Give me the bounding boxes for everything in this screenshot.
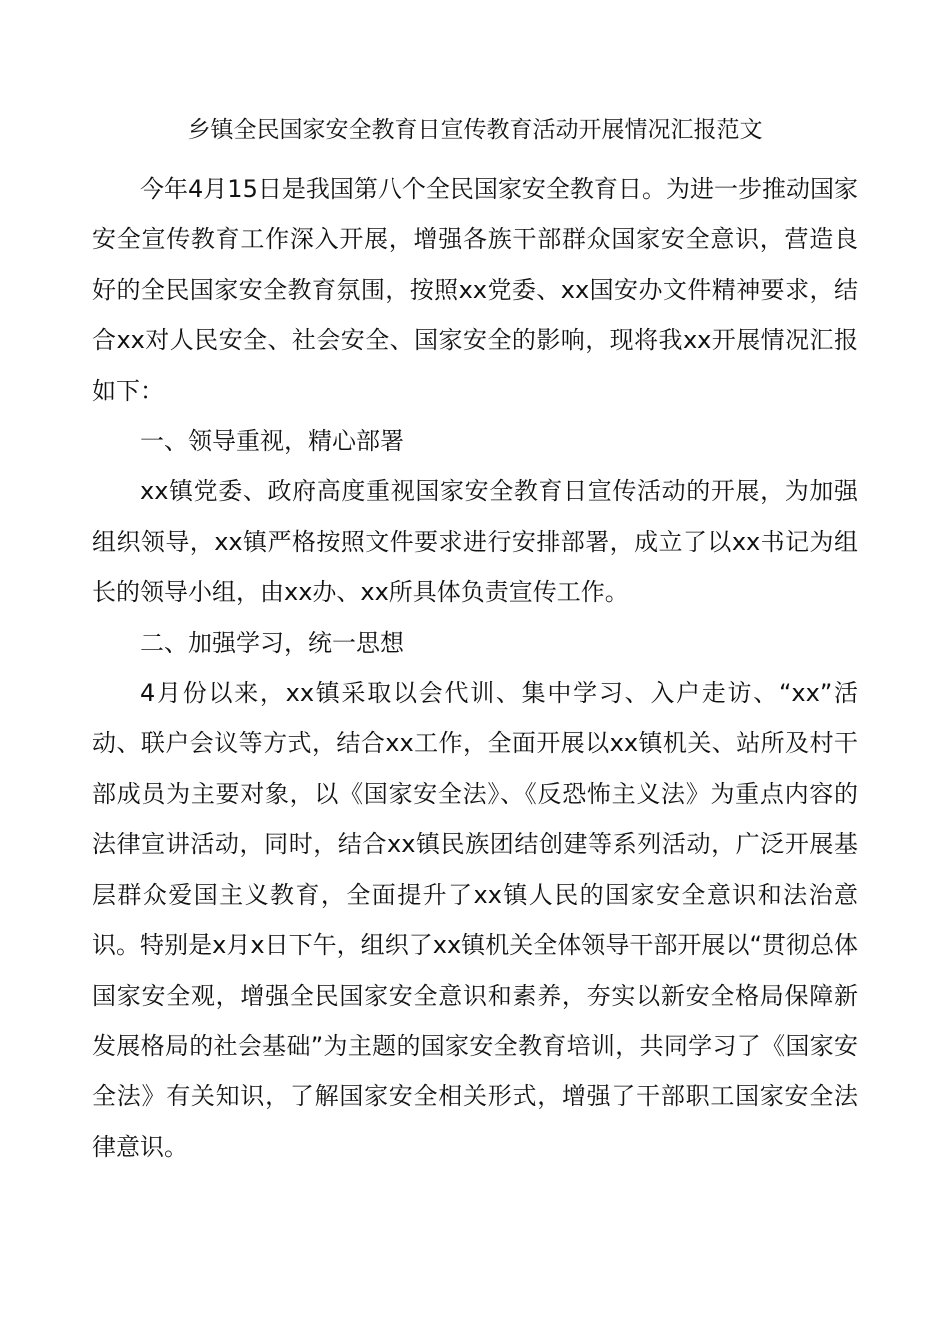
section-heading-1: 一、领导重视，精心部署 — [140, 427, 404, 456]
intro-paragraph: 今年4月15日是我国第八个全民国家安全教育日。为进一步推动国家安全宣传教育工作深入开展，增强各族干部群众国家安全意识，营造良好的全民国家安全教育氛围，按照xx党委、xx国安办文件精神要求，结合xx对人民安全、社会安全、国家安全的影响，现将我xx开展情况汇报如下： — [92, 175, 858, 405]
document-title: 乡镇全民国家安全教育日宣传教育活动开展情况汇报范文 — [187, 117, 763, 143]
section-2-paragraph: 4月份以来，xx镇采取以会代训、集中学习、入户走访、“xx”活动、联户会议等方式，结合xx工作，全面开展以xx镇机关、站所及村干部成员为主要对象，以《国家安全法》、《反恐怖主义法》为重点内容的法律宣讲活动，同时，结合xx镇民族团结创建等系列活动，广泛开展基层群众爱国主义教育，全面提升了xx镇人民的国家安全意识和法治意识。特别是x月x日下午，组织了xx镇机关全体领导干部开展以“贯彻总体国家安全观，增强全民国家安全意识和素养，夯实以新安全格局保障新发展格局的社会基础”为主题的国家安全教育培训，共同学习了《国家安全法》有关知识，了解国家安全相关形式，增强了干部职工国家安全法律意识。 — [92, 679, 858, 1161]
section-1-paragraph: xx镇党委、政府高度重视国家安全教育日宣传活动的开展，为加强组织领导，xx镇严格按照文件要求进行安排部署，成立了以xx书记为组长的领导小组，由xx办、xx所具体负责宣传工作。 — [92, 477, 858, 607]
document-body — [92, 164, 858, 1172]
section-heading-2: 二、加强学习，统一思想 — [140, 628, 404, 657]
